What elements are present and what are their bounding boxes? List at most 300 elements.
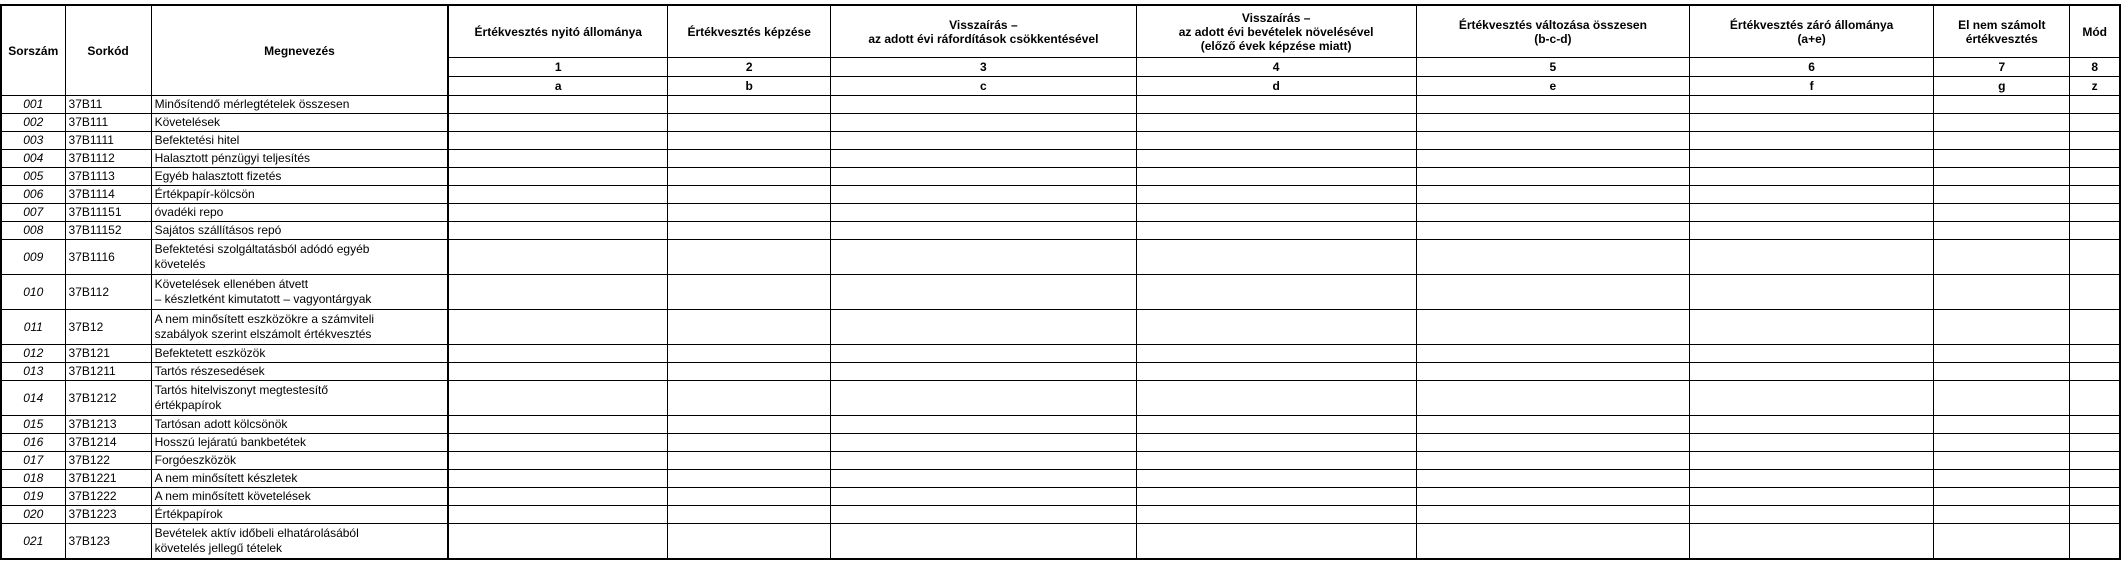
- value-cell-f[interactable]: [1690, 524, 1934, 560]
- value-cell-b[interactable]: [668, 132, 831, 150]
- value-cell-g[interactable]: [1934, 222, 2070, 240]
- value-cell-e[interactable]: [1416, 452, 1689, 470]
- row-name-line: szabályok szerint elszámolt értékvesztés: [154, 327, 372, 341]
- table-row: [1, 240, 2120, 275]
- value-cell-a[interactable]: [448, 363, 667, 381]
- value-cell-c[interactable]: [831, 506, 1136, 524]
- value-cell-a[interactable]: [448, 204, 667, 222]
- row-megnevezes: [151, 168, 448, 186]
- row-name-line: A nem minősített eszközökre a számviteli: [154, 312, 375, 326]
- value-cell-z[interactable]: [2070, 470, 2120, 488]
- value-cell-d[interactable]: [1136, 363, 1416, 381]
- row-sorkod: 37B1214: [65, 434, 151, 452]
- header-col-c: [831, 5, 1136, 58]
- row-sorszam: 013: [1, 363, 65, 381]
- row-name-line: Halasztott pénzügyi teljesítés: [154, 151, 311, 165]
- row-sorszam: 001: [1, 96, 65, 114]
- value-cell-b[interactable]: [668, 381, 831, 416]
- value-cell-e[interactable]: [1416, 114, 1689, 132]
- table-row: [1, 524, 2120, 560]
- row-sorszam: 009: [1, 240, 65, 275]
- value-cell-c[interactable]: [831, 204, 1136, 222]
- row-sorszam: 002: [1, 114, 65, 132]
- row-sorkod: 37B1111: [65, 132, 151, 150]
- value-cell-f[interactable]: [1690, 310, 1934, 345]
- row-megnevezes: [151, 96, 448, 114]
- row-name-line: Tartós hitelviszonyt megtestesítő: [154, 383, 329, 397]
- table-row: [1, 470, 2120, 488]
- row-name-line: Sajátos szállításos repó: [154, 223, 282, 237]
- header-col-f: [1690, 5, 1934, 58]
- row-megnevezes: [151, 363, 448, 381]
- row-sorszam: 003: [1, 132, 65, 150]
- row-sorkod: 37B1113: [65, 168, 151, 186]
- row-name-line: Befektetési hitel: [154, 133, 240, 147]
- value-cell-b[interactable]: [668, 204, 831, 222]
- row-sorkod: 37B1112: [65, 150, 151, 168]
- header-col-b: [668, 5, 831, 58]
- table-row: [1, 363, 2120, 381]
- row-name-line: Értékpapírok: [154, 507, 223, 521]
- value-cell-f[interactable]: [1690, 488, 1934, 506]
- table-row: [1, 381, 2120, 416]
- value-cell-f[interactable]: [1690, 275, 1934, 310]
- value-cell-e[interactable]: [1416, 96, 1689, 114]
- header-title-line: (b-c-d): [1534, 31, 1572, 46]
- value-cell-d[interactable]: [1136, 275, 1416, 310]
- table-row: [1, 222, 2120, 240]
- value-cell-a[interactable]: [448, 524, 667, 560]
- value-cell-g[interactable]: [1934, 452, 2070, 470]
- value-cell-d[interactable]: [1136, 240, 1416, 275]
- value-cell-z[interactable]: [2070, 506, 2120, 524]
- value-cell-d[interactable]: [1136, 470, 1416, 488]
- row-megnevezes: [151, 114, 448, 132]
- row-name-line: Hosszú lejáratú bankbetétek: [154, 435, 307, 449]
- column-number: 7: [1934, 58, 2070, 77]
- value-cell-z[interactable]: [2070, 524, 2120, 560]
- row-megnevezes: [151, 222, 448, 240]
- row-sorkod: 37B121: [65, 345, 151, 363]
- value-cell-g[interactable]: [1934, 240, 2070, 275]
- value-cell-f[interactable]: [1690, 470, 1934, 488]
- value-cell-b[interactable]: [668, 114, 831, 132]
- value-cell-f[interactable]: [1690, 222, 1934, 240]
- value-cell-b[interactable]: [668, 168, 831, 186]
- value-cell-d[interactable]: [1136, 524, 1416, 560]
- value-cell-z[interactable]: [2070, 363, 2120, 381]
- row-megnevezes: [151, 204, 448, 222]
- row-megnevezes: [151, 470, 448, 488]
- value-cell-c[interactable]: [831, 186, 1136, 204]
- row-sorszam: 016: [1, 434, 65, 452]
- value-cell-g[interactable]: [1934, 150, 2070, 168]
- row-sorszam: 019: [1, 488, 65, 506]
- row-megnevezes: [151, 506, 448, 524]
- value-cell-f[interactable]: [1690, 168, 1934, 186]
- row-sorszam: 018: [1, 470, 65, 488]
- value-cell-f[interactable]: [1690, 345, 1934, 363]
- value-cell-z[interactable]: [2070, 452, 2120, 470]
- row-sorkod: 37B1116: [65, 240, 151, 275]
- row-megnevezes: [151, 524, 448, 560]
- table-row: [1, 310, 2120, 345]
- row-sorszam: 012: [1, 345, 65, 363]
- value-cell-f[interactable]: [1690, 381, 1934, 416]
- row-sorkod: 37B11151: [65, 204, 151, 222]
- row-megnevezes: [151, 186, 448, 204]
- value-cell-a[interactable]: [448, 416, 667, 434]
- row-name-line: Követelések: [154, 115, 220, 129]
- value-cell-c[interactable]: [831, 381, 1136, 416]
- value-cell-f[interactable]: [1690, 204, 1934, 222]
- value-cell-c[interactable]: [831, 168, 1136, 186]
- value-cell-g[interactable]: [1934, 186, 2070, 204]
- row-sorkod: 37B1213: [65, 416, 151, 434]
- value-cell-z[interactable]: [2070, 275, 2120, 310]
- value-cell-c[interactable]: [831, 363, 1136, 381]
- row-sorszam: 007: [1, 204, 65, 222]
- value-cell-e[interactable]: [1416, 363, 1689, 381]
- value-cell-d[interactable]: [1136, 416, 1416, 434]
- value-cell-b[interactable]: [668, 452, 831, 470]
- value-cell-c[interactable]: [831, 470, 1136, 488]
- value-cell-e[interactable]: [1416, 524, 1689, 560]
- row-megnevezes: [151, 132, 448, 150]
- value-cell-g[interactable]: [1934, 204, 2070, 222]
- value-cell-e[interactable]: [1416, 204, 1689, 222]
- table-row: [1, 114, 2120, 132]
- value-cell-f[interactable]: [1690, 96, 1934, 114]
- value-cell-a[interactable]: [448, 381, 667, 416]
- column-number: 4: [1136, 58, 1416, 77]
- row-name-line: követelés jellegű tételek: [154, 541, 283, 555]
- value-cell-a[interactable]: [448, 186, 667, 204]
- value-cell-a[interactable]: [448, 275, 667, 310]
- row-sorszam: 020: [1, 506, 65, 524]
- value-cell-z[interactable]: [2070, 310, 2120, 345]
- value-cell-z[interactable]: [2070, 114, 2120, 132]
- value-cell-d[interactable]: [1136, 434, 1416, 452]
- table-row: [1, 434, 2120, 452]
- value-cell-b[interactable]: [668, 96, 831, 114]
- row-sorkod: 37B123: [65, 524, 151, 560]
- table-row: [1, 204, 2120, 222]
- valuation-allowance-table: [0, 4, 2121, 560]
- table-row: [1, 452, 2120, 470]
- value-cell-d[interactable]: [1136, 204, 1416, 222]
- row-name-line: értékpapírok: [154, 398, 222, 412]
- value-cell-c[interactable]: [831, 524, 1136, 560]
- header-title-line: Értékvesztés változása összesen: [1458, 17, 1647, 32]
- header-sorszam: Sorszám: [1, 5, 65, 96]
- column-number: 1: [448, 58, 667, 77]
- value-cell-g[interactable]: [1934, 524, 2070, 560]
- header-title-line: Értékvesztés nyitó állománya: [474, 24, 642, 39]
- value-cell-z[interactable]: [2070, 132, 2120, 150]
- value-cell-b[interactable]: [668, 345, 831, 363]
- value-cell-z[interactable]: [2070, 222, 2120, 240]
- table-row: [1, 416, 2120, 434]
- row-sorkod: 37B111: [65, 114, 151, 132]
- value-cell-z[interactable]: [2070, 150, 2120, 168]
- header-megnevezes: Megnevezés: [151, 5, 448, 96]
- value-cell-a[interactable]: [448, 434, 667, 452]
- value-cell-e[interactable]: [1416, 168, 1689, 186]
- row-name-line: Bevételek aktív időbeli elhatárolásából: [154, 526, 359, 540]
- value-cell-g[interactable]: [1934, 275, 2070, 310]
- value-cell-z[interactable]: [2070, 240, 2120, 275]
- row-sorszam: 011: [1, 310, 65, 345]
- value-cell-c[interactable]: [831, 96, 1136, 114]
- value-cell-d[interactable]: [1136, 186, 1416, 204]
- value-cell-c[interactable]: [831, 345, 1136, 363]
- row-name-line: Forgóeszközök: [154, 453, 236, 467]
- header-col-e: [1416, 5, 1689, 58]
- row-name-line: Értékpapír-kölcsön: [154, 187, 255, 201]
- value-cell-b[interactable]: [668, 470, 831, 488]
- row-sorkod: 37B11152: [65, 222, 151, 240]
- row-name-line: Egyéb halasztott fizetés: [154, 169, 282, 183]
- value-cell-d[interactable]: [1136, 150, 1416, 168]
- table-row: [1, 275, 2120, 310]
- value-cell-z[interactable]: [2070, 186, 2120, 204]
- value-cell-b[interactable]: [668, 310, 831, 345]
- value-cell-b[interactable]: [668, 363, 831, 381]
- value-cell-b[interactable]: [668, 434, 831, 452]
- value-cell-b[interactable]: [668, 222, 831, 240]
- value-cell-a[interactable]: [448, 452, 667, 470]
- column-number: 5: [1416, 58, 1689, 77]
- header-col-g: [1934, 5, 2070, 58]
- value-cell-f[interactable]: [1690, 363, 1934, 381]
- value-cell-e[interactable]: [1416, 488, 1689, 506]
- row-megnevezes: [151, 150, 448, 168]
- header-sorkod: Sorkód: [65, 5, 151, 96]
- row-sorszam: 005: [1, 168, 65, 186]
- value-cell-z[interactable]: [2070, 204, 2120, 222]
- value-cell-d[interactable]: [1136, 114, 1416, 132]
- row-sorkod: 37B1211: [65, 363, 151, 381]
- value-cell-d[interactable]: [1136, 96, 1416, 114]
- table-row: [1, 186, 2120, 204]
- header-title-line: Értékvesztés képzése: [687, 24, 811, 39]
- value-cell-c[interactable]: [831, 114, 1136, 132]
- value-cell-g[interactable]: [1934, 132, 2070, 150]
- value-cell-c[interactable]: [831, 240, 1136, 275]
- value-cell-g[interactable]: [1934, 114, 2070, 132]
- value-cell-c[interactable]: [831, 488, 1136, 506]
- value-cell-e[interactable]: [1416, 416, 1689, 434]
- row-name-line: Követelések ellenében átvett: [154, 277, 309, 291]
- value-cell-b[interactable]: [668, 416, 831, 434]
- value-cell-c[interactable]: [831, 150, 1136, 168]
- value-cell-z[interactable]: [2070, 345, 2120, 363]
- value-cell-a[interactable]: [448, 488, 667, 506]
- value-cell-c[interactable]: [831, 275, 1136, 310]
- row-name-line: A nem minősített készletek: [154, 471, 298, 485]
- column-letter: g: [1934, 77, 2070, 96]
- value-cell-a[interactable]: [448, 222, 667, 240]
- value-cell-f[interactable]: [1690, 186, 1934, 204]
- value-cell-c[interactable]: [831, 416, 1136, 434]
- table-row: [1, 506, 2120, 524]
- value-cell-b[interactable]: [668, 275, 831, 310]
- table-row: [1, 96, 2120, 114]
- value-cell-e[interactable]: [1416, 186, 1689, 204]
- value-cell-d[interactable]: [1136, 222, 1416, 240]
- value-cell-f[interactable]: [1690, 506, 1934, 524]
- value-cell-e[interactable]: [1416, 470, 1689, 488]
- value-cell-e[interactable]: [1416, 381, 1689, 416]
- value-cell-a[interactable]: [448, 150, 667, 168]
- value-cell-a[interactable]: [448, 168, 667, 186]
- table-row: [1, 132, 2120, 150]
- row-sorkod: 37B1114: [65, 186, 151, 204]
- value-cell-a[interactable]: [448, 114, 667, 132]
- header-title-line: (a+e): [1797, 31, 1826, 46]
- value-cell-g[interactable]: [1934, 488, 2070, 506]
- value-cell-z[interactable]: [2070, 168, 2120, 186]
- value-cell-c[interactable]: [831, 452, 1136, 470]
- value-cell-c[interactable]: [831, 222, 1136, 240]
- value-cell-e[interactable]: [1416, 150, 1689, 168]
- value-cell-z[interactable]: [2070, 488, 2120, 506]
- row-megnevezes: [151, 452, 448, 470]
- row-sorkod: 37B1212: [65, 381, 151, 416]
- value-cell-f[interactable]: [1690, 452, 1934, 470]
- value-cell-a[interactable]: [448, 310, 667, 345]
- value-cell-e[interactable]: [1416, 434, 1689, 452]
- table-row: [1, 488, 2120, 506]
- row-name-line: A nem minősített követelések: [154, 489, 311, 503]
- column-letter: e: [1416, 77, 1689, 96]
- value-cell-a[interactable]: [448, 345, 667, 363]
- value-cell-g[interactable]: [1934, 434, 2070, 452]
- value-cell-d[interactable]: [1136, 310, 1416, 345]
- value-cell-f[interactable]: [1690, 150, 1934, 168]
- row-name-line: Minősítendő mérlegtételek összesen: [154, 97, 350, 111]
- value-cell-f[interactable]: [1690, 132, 1934, 150]
- value-cell-b[interactable]: [668, 186, 831, 204]
- value-cell-g[interactable]: [1934, 310, 2070, 345]
- value-cell-b[interactable]: [668, 150, 831, 168]
- value-cell-d[interactable]: [1136, 132, 1416, 150]
- header-col-mod: [2070, 5, 2120, 58]
- row-megnevezes: [151, 345, 448, 363]
- value-cell-b[interactable]: [668, 240, 831, 275]
- row-name-line: Tartósan adott kölcsönök: [154, 417, 288, 431]
- value-cell-g[interactable]: [1934, 345, 2070, 363]
- header-title-line: Értékvesztés záró állománya: [1729, 17, 1894, 32]
- value-cell-d[interactable]: [1136, 345, 1416, 363]
- value-cell-a[interactable]: [448, 96, 667, 114]
- value-cell-g[interactable]: [1934, 416, 2070, 434]
- value-cell-z[interactable]: [2070, 96, 2120, 114]
- row-sorszam: 021: [1, 524, 65, 560]
- table-row: [1, 168, 2120, 186]
- value-cell-d[interactable]: [1136, 506, 1416, 524]
- row-megnevezes: [151, 434, 448, 452]
- row-name-line: Befektetett eszközök: [154, 346, 266, 360]
- value-cell-g[interactable]: [1934, 381, 2070, 416]
- column-number: 8: [2070, 58, 2120, 77]
- row-sorkod: 37B1222: [65, 488, 151, 506]
- value-cell-g[interactable]: [1934, 363, 2070, 381]
- row-megnevezes: [151, 275, 448, 310]
- row-sorkod: 37B11: [65, 96, 151, 114]
- value-cell-a[interactable]: [448, 240, 667, 275]
- row-sorszam: 014: [1, 381, 65, 416]
- row-megnevezes: [151, 416, 448, 434]
- value-cell-g[interactable]: [1934, 168, 2070, 186]
- row-name-line: Tartós részesedések: [154, 364, 265, 378]
- row-name-line: Befektetési szolgáltatásból adódó egyéb: [154, 242, 370, 256]
- value-cell-f[interactable]: [1690, 240, 1934, 275]
- row-name-line: – készletként kimutatott – vagyontárgyak: [154, 292, 372, 306]
- value-cell-g[interactable]: [1934, 470, 2070, 488]
- row-sorkod: 37B1221: [65, 470, 151, 488]
- value-cell-e[interactable]: [1416, 132, 1689, 150]
- row-sorkod: 37B1223: [65, 506, 151, 524]
- value-cell-c[interactable]: [831, 132, 1136, 150]
- value-cell-z[interactable]: [2070, 416, 2120, 434]
- value-cell-b[interactable]: [668, 524, 831, 560]
- value-cell-f[interactable]: [1690, 416, 1934, 434]
- value-cell-g[interactable]: [1934, 96, 2070, 114]
- value-cell-c[interactable]: [831, 310, 1136, 345]
- value-cell-g[interactable]: [1934, 506, 2070, 524]
- value-cell-a[interactable]: [448, 132, 667, 150]
- value-cell-z[interactable]: [2070, 434, 2120, 452]
- value-cell-a[interactable]: [448, 470, 667, 488]
- row-sorszam: 008: [1, 222, 65, 240]
- row-sorszam: 006: [1, 186, 65, 204]
- header-title-line: az adott évi bevételek növelésével: [1178, 24, 1374, 39]
- value-cell-d[interactable]: [1136, 452, 1416, 470]
- row-sorszam: 015: [1, 416, 65, 434]
- value-cell-z[interactable]: [2070, 381, 2120, 416]
- header-col-d: [1136, 5, 1416, 58]
- value-cell-e[interactable]: [1416, 345, 1689, 363]
- row-megnevezes: [151, 488, 448, 506]
- value-cell-e[interactable]: [1416, 310, 1689, 345]
- value-cell-f[interactable]: [1690, 114, 1934, 132]
- value-cell-c[interactable]: [831, 434, 1136, 452]
- value-cell-b[interactable]: [668, 506, 831, 524]
- value-cell-e[interactable]: [1416, 506, 1689, 524]
- value-cell-e[interactable]: [1416, 275, 1689, 310]
- value-cell-d[interactable]: [1136, 168, 1416, 186]
- row-name-line: óvadéki repo: [154, 205, 224, 219]
- row-sorszam: 004: [1, 150, 65, 168]
- table-row: [1, 345, 2120, 363]
- row-megnevezes: [151, 240, 448, 275]
- value-cell-e[interactable]: [1416, 240, 1689, 275]
- row-sorkod: 37B112: [65, 275, 151, 310]
- value-cell-e[interactable]: [1416, 222, 1689, 240]
- value-cell-a[interactable]: [448, 506, 667, 524]
- value-cell-b[interactable]: [668, 488, 831, 506]
- value-cell-d[interactable]: [1136, 488, 1416, 506]
- column-letter: b: [668, 77, 831, 96]
- column-letter: z: [2070, 77, 2120, 96]
- row-sorkod: 37B122: [65, 452, 151, 470]
- row-name-line: követelés: [154, 257, 206, 271]
- value-cell-f[interactable]: [1690, 434, 1934, 452]
- value-cell-d[interactable]: [1136, 381, 1416, 416]
- header-title-line: (előző évek képzése miatt): [1200, 38, 1352, 53]
